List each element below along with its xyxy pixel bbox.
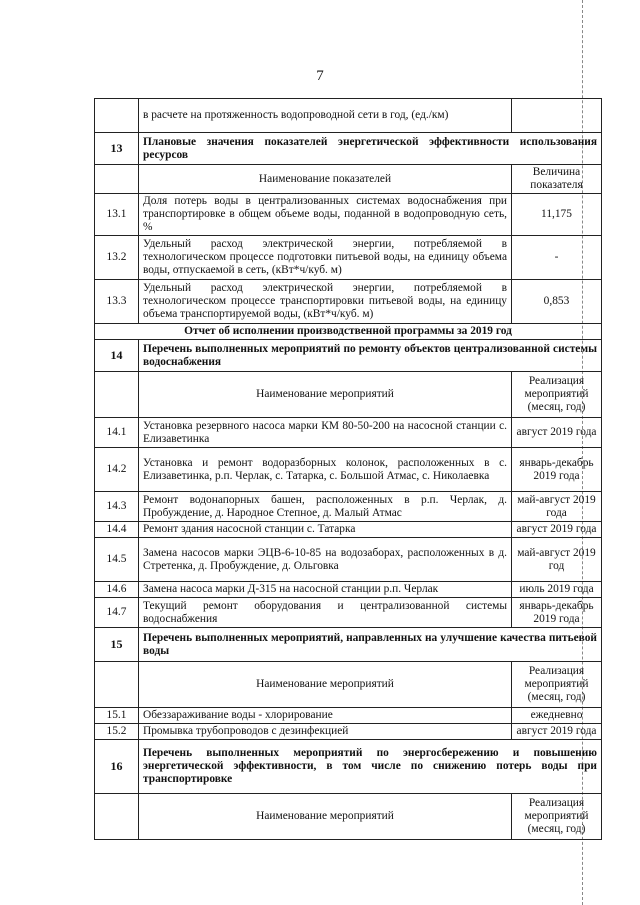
section-row <box>95 628 602 662</box>
row-text: Промывка трубопроводов с дезинфекцией <box>139 724 512 740</box>
row-number: 14.1 <box>95 418 139 448</box>
row-number: 13.1 <box>95 194 139 236</box>
row-text: в расчете на протяженность водопроводной сети в год, (ед./км) <box>139 99 512 133</box>
row-number: 15.2 <box>95 724 139 740</box>
section-title: Перечень выполненных мероприятий по ремонту объектов централизованной системы водоснабжения <box>139 340 602 372</box>
section-row <box>95 740 602 794</box>
row-text: Замена насоса марки Д-315 на насосной станции р.п. Черлак <box>139 582 512 598</box>
row-number: 14.5 <box>95 538 139 582</box>
table-row <box>95 598 602 628</box>
column-header: Реализация мероприятий (месяц, год) <box>512 662 602 708</box>
column-header: Величина показателя <box>512 165 602 194</box>
row-text: Ремонт здания насосной станции с. Татарка <box>139 522 512 538</box>
row-number: 14.2 <box>95 448 139 492</box>
table-row <box>95 194 602 236</box>
header-row <box>95 165 602 194</box>
row-number: 14.4 <box>95 522 139 538</box>
row-number: 13.3 <box>95 280 139 324</box>
row-value: 0,853 <box>512 280 602 324</box>
column-header: Наименование мероприятий <box>139 372 512 418</box>
report-heading-row <box>95 324 602 340</box>
section-number: 13 <box>95 133 139 165</box>
row-value: июль 2019 года <box>512 582 602 598</box>
column-header: Наименование мероприятий <box>139 662 512 708</box>
table-row <box>95 708 602 724</box>
column-header: Наименование мероприятий <box>139 794 512 840</box>
row-text: Удельный расход электрической энергии, потребляемой в технологическом процессе подготовки питьевой воды, на единицу объема воды, отпускаемой в сеть, (кВт*ч/куб. м) <box>139 236 512 280</box>
row-number: 14.6 <box>95 582 139 598</box>
table-row <box>95 99 602 133</box>
row-value: ежедневно <box>512 708 602 724</box>
table-row <box>95 522 602 538</box>
program-table <box>94 98 602 840</box>
row-value: - <box>512 236 602 280</box>
table-row <box>95 582 602 598</box>
section-title: Перечень выполненных мероприятий по энергосбережению и повышению энергетической эффективности, в том числе по снижению потерь воды при транспортировке <box>139 740 602 794</box>
row-value: август 2019 года <box>512 522 602 538</box>
column-header: Реализация мероприятий (месяц, год) <box>512 372 602 418</box>
section-title: Плановые значения показателей энергетической эффективности использования ресурсов <box>139 133 602 165</box>
row-text: Замена насосов марки ЭЦВ-6-10-85 на водозаборах, расположенных в д. Стретенка, д. Пробуждение, д. Ольговка <box>139 538 512 582</box>
page-number: 7 <box>316 68 324 84</box>
row-text: Текущий ремонт оборудования и централизованной системы водоснабжения <box>139 598 512 628</box>
row-number: 15.1 <box>95 708 139 724</box>
column-header: Реализация мероприятий (месяц, год) <box>512 794 602 840</box>
table-row <box>95 280 602 324</box>
table-row <box>95 448 602 492</box>
header-row <box>95 662 602 708</box>
row-number: 14.3 <box>95 492 139 522</box>
section-row <box>95 133 602 165</box>
row-text: Доля потерь воды в централизованных системах водоснабжения при транспортировке в общем объеме воды, поданной в водопроводную сеть, % <box>139 194 512 236</box>
row-value: январь-декабрь 2019 года <box>512 448 602 492</box>
row-text: Удельный расход электрической энергии, потребляемой в технологическом процессе транспортировки питьевой воды, на единицу объема транспортируемой воды, (кВт*ч/куб. м) <box>139 280 512 324</box>
table-row <box>95 538 602 582</box>
section-number: 14 <box>95 340 139 372</box>
table-row <box>95 236 602 280</box>
table-row <box>95 418 602 448</box>
section-row <box>95 340 602 372</box>
section-number: 15 <box>95 628 139 662</box>
row-text: Установка резервного насоса марки КМ 80-50-200 на насосной станции с. Елизаветинка <box>139 418 512 448</box>
table-row <box>95 724 602 740</box>
header-row <box>95 372 602 418</box>
row-value: май-август 2019 года <box>512 492 602 522</box>
row-number: 14.7 <box>95 598 139 628</box>
row-value: август 2019 года <box>512 418 602 448</box>
row-value: май-август 2019 год <box>512 538 602 582</box>
row-text: Ремонт водонапорных башен, расположенных в р.п. Черлак, д. Пробуждение, д. Народное Степное, д. Малый Атмас <box>139 492 512 522</box>
section-title: Перечень выполненных мероприятий, направленных на улучшение качества питьевой воды <box>139 628 602 662</box>
row-text: Установка и ремонт водоразборных колонок, расположенных в с. Елизаветинка, р.п. Черлак, с. Татарка, с. Большой Атмас, с. Николаевка <box>139 448 512 492</box>
section-number: 16 <box>95 740 139 794</box>
row-value: январь-декабрь 2019 года <box>512 598 602 628</box>
table-row <box>95 492 602 522</box>
column-header: Наименование показателей <box>139 165 512 194</box>
row-text: Обеззараживание воды - хлорирование <box>139 708 512 724</box>
row-number: 13.2 <box>95 236 139 280</box>
row-value: 11,175 <box>512 194 602 236</box>
header-row <box>95 794 602 840</box>
row-value: август 2019 года <box>512 724 602 740</box>
report-heading: Отчет об исполнении производственной программы за 2019 год <box>95 324 602 340</box>
